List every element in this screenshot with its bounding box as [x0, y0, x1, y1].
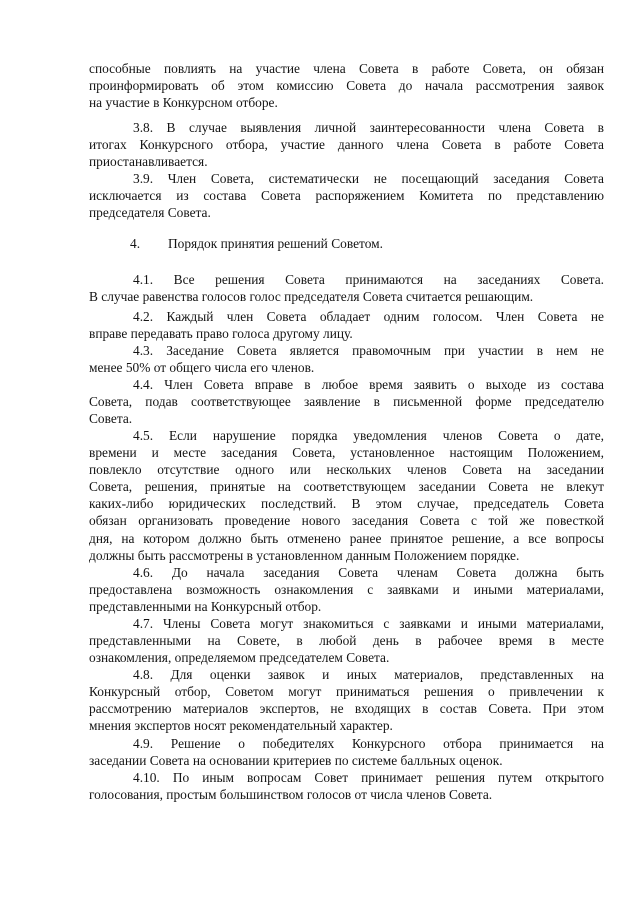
paragraph-4-10	[89, 769, 604, 803]
text-line: способные повлиять на участие члена Совета в работе Совета, он обязан	[89, 61, 604, 76]
text-line: 3.9. Член Совета, систематически не посещающий заседания Совета	[133, 171, 604, 186]
text-line: 3.8. В случае выявления личной заинтересованности члена Совета в	[133, 120, 604, 135]
text-line: повлекло отсутствие одного или нескольких членов Совета на заседании	[89, 462, 604, 478]
section-title: Порядок принятия решений Советом.	[168, 236, 383, 251]
text-line: 4.9. Решение о победителях Конкурсного отбора принимается на	[133, 736, 604, 751]
text-line: обязан организовать проведение нового заседания Совета с той же повесткой	[89, 513, 604, 529]
text-line: на участие в Конкурсном отборе.	[89, 95, 278, 111]
paragraph-4-6	[89, 564, 604, 615]
paragraph-4-7	[89, 615, 604, 666]
text-line: 4.10. По иным вопросам Совет принимает решения путем открытого	[133, 770, 604, 785]
text-line: каких-либо юридических последствий. В этом случае, председатель Совета	[89, 496, 604, 512]
text-line: Совета, решения, принятые на соответствующем заседании Совета не влекут	[89, 479, 604, 495]
text-line: представленными на Совете, в любой день в рабочее время в месте	[89, 633, 604, 649]
paragraph-4-4	[89, 376, 604, 427]
paragraph-4-5	[89, 427, 604, 564]
text-line: 4.1. Все решения Совета принимаются на заседаниях Совета.	[133, 272, 604, 287]
text-line: 4.5. Если нарушение порядка уведомления членов Совета о дате,	[133, 428, 604, 443]
text-line: голосования, простым большинством голосов от числа членов Совета.	[89, 787, 493, 803]
text-line: председателя Совета.	[89, 205, 211, 221]
paragraph-4-1	[89, 271, 604, 305]
text-line: 4.8. Для оценки заявок и иных материалов, представленных на	[133, 667, 604, 682]
text-line: 4.6. До начала заседания Совета членам Совета должна быть	[133, 565, 604, 580]
text-line: 4.4. Член Совета вправе в любое время заявить о выходе из состава	[133, 377, 604, 392]
paragraph-4-2	[89, 308, 604, 342]
text-line: представленными на Конкурсный отбор.	[89, 599, 322, 615]
text-line: времени и месте заседания Совета, установленное настоящим Положением,	[89, 445, 604, 461]
paragraph-4-9	[89, 735, 604, 769]
text-line: предоставлена возможность ознакомления с заявками и иными материалами,	[89, 582, 604, 598]
text-line: Конкурсный отбор, Советом могут приниматься решения о привлечении к	[89, 684, 604, 700]
text-line: Совета, подав соответствующее заявление в письменной форме председателю	[89, 394, 604, 410]
text-line: 4.7. Члены Совета могут знакомиться с заявками и иными материалами,	[133, 616, 604, 631]
paragraph-3-8	[89, 119, 604, 170]
text-line: дня, на котором должно быть отменено ранее принятое решение, а все вопросы	[89, 530, 604, 546]
text-line: приостанавливается.	[89, 154, 208, 170]
text-line: итогах Конкурсного отбора, участие данного члена Совета в работе Совета	[89, 137, 604, 153]
text-line: заседании Совета на основании критериев по системе балльных оценок.	[89, 753, 503, 769]
text-line: вправе передавать право голоса другому лицу.	[89, 326, 353, 342]
paragraph-4-3	[89, 342, 604, 376]
text-line: В случае равенства голосов голос председателя Совета считается решающим.	[89, 289, 534, 305]
section-number: 4.	[130, 236, 141, 251]
text-line: проинформировать об этом комиссию Совета до начала рассмотрения заявок	[89, 78, 604, 94]
paragraph-continuation	[89, 60, 604, 111]
text-line: рассмотрению материалов экспертов, не входящих в состав Совета. При этом	[89, 701, 604, 717]
section-heading	[130, 235, 383, 252]
text-line: 4.3. Заседание Совета является правомочным при участии в нем не	[133, 343, 604, 358]
text-line: исключается из состава Совета распоряжением Комитета по представлению	[89, 188, 604, 204]
paragraph-3-9	[89, 170, 604, 221]
text-line: 4.2. Каждый член Совета обладает одним голосом. Член Совета не	[133, 309, 604, 324]
text-line: ознакомления, определяемом председателем Совета.	[89, 650, 390, 666]
text-line: менее 50% от общего числа его членов.	[89, 360, 315, 376]
text-line: мнения экспертов носят рекомендательный характер.	[89, 718, 393, 734]
text-line: Совета.	[89, 411, 133, 427]
paragraph-4-8	[89, 666, 604, 734]
text-line: должны быть рассмотрены в установленном данным Положением порядке.	[89, 547, 520, 563]
